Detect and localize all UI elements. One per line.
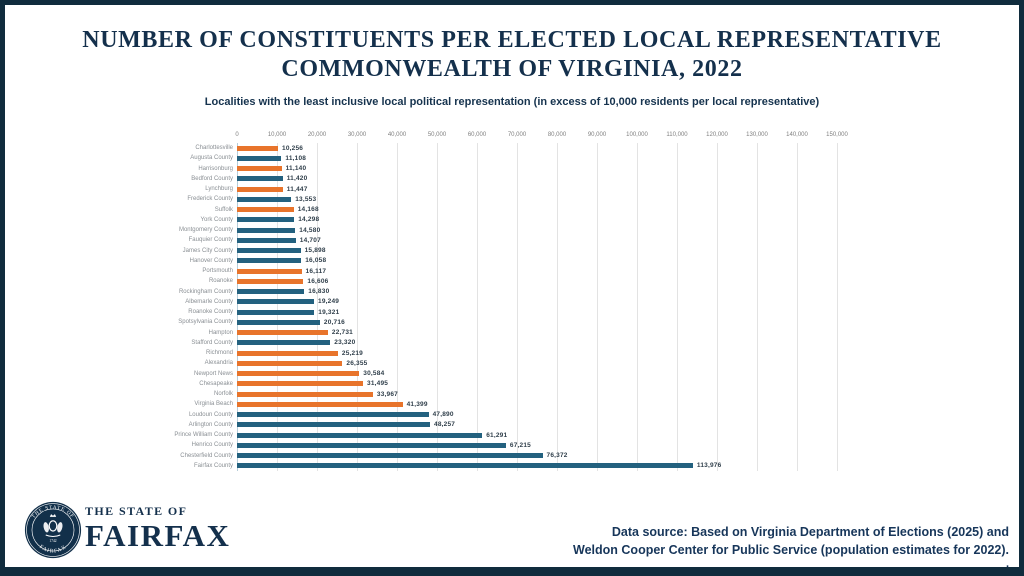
category-label: James City County [182,247,233,254]
category-label: Hanover County [189,257,233,264]
chart-row [115,297,895,307]
category-label: Hampton [208,329,233,336]
chart-row [115,164,895,174]
tick-label: 50,000 [427,132,447,138]
value-label: 14,298 [298,216,320,224]
fairfax-seal-icon [24,501,82,559]
category-label: Newport News [193,370,233,377]
value-label: 16,058 [305,257,327,265]
data-source-line2: Weldon Cooper Center for Public Service (population estimates for 2022). [573,542,1009,557]
category-label: Frederick County [187,196,233,203]
bar-track [237,174,837,184]
category-label: Albemarle County [185,298,233,305]
chart-row [115,287,895,297]
value-label: 113,976 [696,462,722,470]
bar-track [237,317,837,327]
chart-row [115,215,895,225]
tick-label: 90,000 [587,132,607,138]
bar-county [237,412,429,417]
bar-track [237,430,837,440]
chart-row [115,440,895,450]
tick-label: 80,000 [547,132,567,138]
bar-track [237,297,837,307]
chart-row [115,225,895,235]
value-label: 23,320 [334,339,356,347]
bar-track [237,440,837,450]
bar-track [237,205,837,215]
tick-label: 40,000 [387,132,407,138]
bar-county [237,299,314,304]
chart-row [115,379,895,389]
chart-row [115,430,895,440]
bar-track [237,287,837,297]
bar-city [237,279,303,284]
value-label: 25,219 [341,349,363,357]
tick-label: 0 [235,132,239,138]
tick-label: 100,000 [626,132,648,138]
value-label: 10,256 [282,144,304,152]
value-label: 16,830 [308,288,330,296]
chart-row [115,307,895,317]
chart-row [115,184,895,194]
bar-track [237,235,837,245]
page-title [0,26,1024,85]
value-label: 16,606 [307,277,329,285]
chart-row [115,143,895,153]
chart-row [115,153,895,163]
chart-row [115,410,895,420]
tick-label: 60,000 [467,132,487,138]
value-label: 11,140 [285,165,307,173]
bar-track [237,338,837,348]
category-label: Loudoun County [188,411,233,418]
tick-label: 150,000 [826,132,848,138]
bar-city [237,351,338,356]
value-label: 30,584 [363,370,385,378]
category-label: Roanoke County [188,309,233,316]
value-label: 16,117 [305,267,327,275]
chart-row [115,461,895,471]
brand-lockup [85,504,230,553]
category-label: Rockingham County [178,288,233,295]
category-label: Henrico County [191,442,233,449]
bar-chart [115,130,895,471]
seal-bottom-text: FAIRFAX [38,543,68,555]
bar-county [237,156,281,161]
category-label: Suffolk [214,206,233,213]
value-label: 14,707 [299,236,321,244]
category-label: Alexandria [204,360,233,367]
bar-county [237,228,295,233]
bar-track [237,451,837,461]
bar-track [237,410,837,420]
bar-county [237,453,543,458]
bar-county [237,248,301,253]
bar-city [237,392,373,397]
category-label: Richmond [205,350,233,357]
category-label: Prince William County [174,432,233,439]
chart-row [115,451,895,461]
chart-row [115,348,895,358]
tick-label: 140,000 [786,132,808,138]
trailing-dot: . [1005,558,1009,570]
bar-county [237,310,314,315]
bar-city [237,330,328,335]
bar-track [237,194,837,204]
bar-city [237,402,403,407]
value-label: 14,168 [297,206,319,214]
bar-track [237,153,837,163]
chart-row [115,317,895,327]
bar-county [237,289,304,294]
bar-track [237,215,837,225]
bar-county [237,176,283,181]
category-label: Charlottesville [195,145,233,152]
value-label: 13,553 [295,195,317,203]
value-label: 31,495 [367,380,389,388]
category-label: Augusta County [190,155,233,162]
seal-year: 1742 [49,539,57,544]
brand-fairfax: FAIRFAX [85,518,231,553]
value-label: 41,399 [406,400,428,408]
data-source-note [573,524,1009,570]
bar-county [237,443,506,448]
category-label: York County [200,216,233,223]
bar-county [237,340,330,345]
bar-track [237,399,837,409]
value-label: 33,967 [376,390,398,398]
bar-county [237,463,693,468]
chart-row [115,266,895,276]
value-label: 76,372 [546,452,568,460]
chart-row [115,358,895,368]
bar-track [237,307,837,317]
bar-track [237,369,837,379]
chart-row [115,235,895,245]
seal-top-text: THE STATE OF [30,504,76,520]
chart-rows [115,143,895,471]
category-label: Fauquier County [188,237,233,244]
bar-city [237,361,342,366]
value-label: 61,291 [486,431,508,439]
bar-city [237,166,282,171]
tick-label: 70,000 [507,132,527,138]
data-source-line1: Data source: Based on Virginia Department of Elections (2025) and [611,525,1009,539]
bar-track [237,389,837,399]
bar-city [237,187,283,192]
value-label: 14,580 [299,226,321,234]
value-label: 20,716 [323,318,345,326]
value-label: 19,249 [318,298,340,306]
category-label: Virginia Beach [194,401,233,408]
value-label: 48,257 [434,421,456,429]
value-label: 11,420 [286,175,308,183]
bar-track [237,143,837,153]
chart-row [115,328,895,338]
category-label: Portsmouth [202,268,233,275]
bar-track [237,246,837,256]
bar-track [237,461,837,471]
category-label: Lynchburg [205,186,233,193]
value-label: 15,898 [304,247,326,255]
bar-county [237,238,296,243]
bar-city [237,371,359,376]
chart-row [115,399,895,409]
value-label: 11,108 [285,154,307,162]
category-label: Harrisonburg [198,165,233,172]
bar-track [237,348,837,358]
chart-row [115,246,895,256]
category-label: Fairfax County [193,462,233,469]
bar-track [237,225,837,235]
bar-city [237,146,278,151]
chart-row [115,420,895,430]
tick-label: 20,000 [307,132,327,138]
chart-row [115,194,895,204]
bar-track [237,276,837,286]
category-label: Bedford County [191,175,233,182]
tick-label: 30,000 [347,132,367,138]
chart-row [115,369,895,379]
bar-county [237,422,430,427]
bar-county [237,258,301,263]
chart-row [115,389,895,399]
chart-subtitle: Localities with the least inclusive local political representation (in excess of 10,000 residents per local representative) [204,96,820,108]
value-label: 22,731 [331,329,353,337]
value-label: 26,355 [346,359,368,367]
chart-row [115,174,895,184]
bar-track [237,266,837,276]
chart-row [115,205,895,215]
tick-label: 10,000 [267,132,287,138]
category-label: Chesapeake [199,380,233,387]
bar-track [237,420,837,430]
bar-county [237,320,320,325]
category-label: Norfolk [213,391,233,398]
bar-city [237,207,294,212]
bar-track [237,256,837,266]
value-label: 19,321 [318,308,340,316]
chart-row [115,256,895,266]
bar-track [237,164,837,174]
bar-county [237,217,294,222]
chart-row [115,338,895,348]
bar-track [237,379,837,389]
category-label: Montgomery County [178,227,233,234]
category-label: Stafford County [191,339,233,346]
tick-label: 120,000 [706,132,728,138]
chart-row [115,276,895,286]
value-label: 67,215 [509,441,531,449]
x-axis-ticks [237,130,895,143]
tick-label: 110,000 [666,132,688,138]
category-label: Roanoke [208,278,233,285]
category-label: Chesterfield County [180,452,233,459]
category-label: Arlington County [188,421,233,428]
bar-county [237,433,482,438]
bar-city [237,269,302,274]
bar-city [237,381,363,386]
bar-track [237,184,837,194]
page-title-line1: NUMBER OF CONSTITUENTS PER ELECTED LOCAL REPRESENTATIVE [82,27,942,53]
category-label: Spotsylvania County [178,319,233,326]
tick-label: 130,000 [746,132,768,138]
brand-state-of: THE STATE OF [85,504,188,518]
value-label: 47,890 [432,411,454,419]
bar-track [237,358,837,368]
bar-county [237,197,291,202]
page-title-line2: COMMONWEALTH OF VIRGINIA, 2022 [281,56,743,83]
bar-track [237,328,837,338]
value-label: 11,447 [286,185,308,193]
